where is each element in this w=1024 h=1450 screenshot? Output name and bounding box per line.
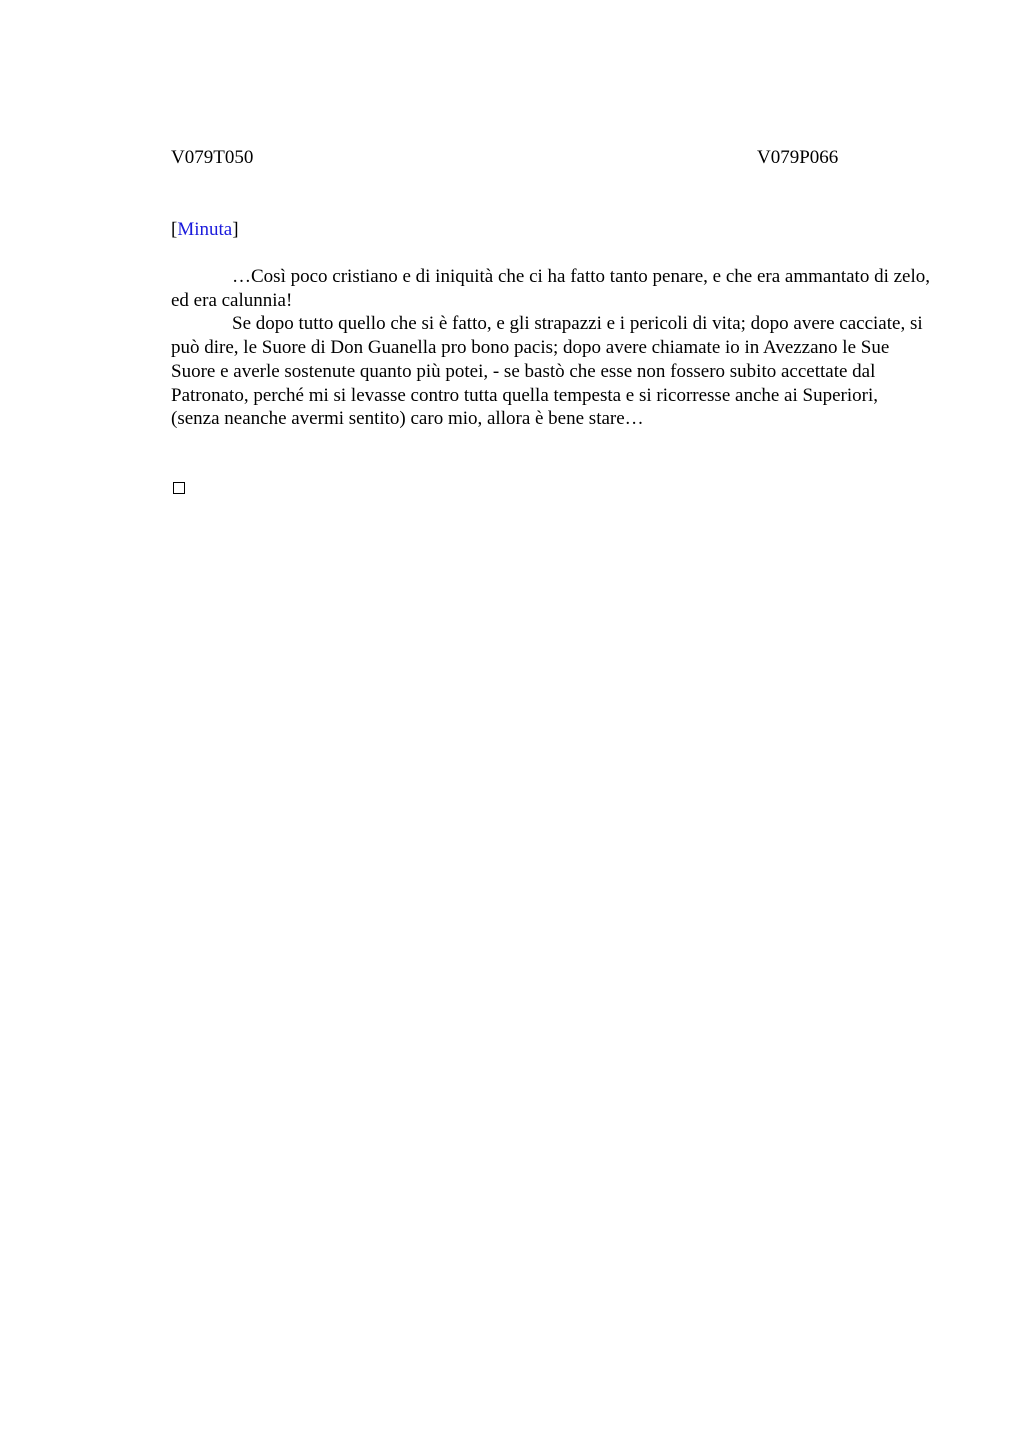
document-label [171,218,239,242]
document-code-left: V079T050 [171,147,254,168]
document-page [171,0,931,1450]
label-open-bracket: [ [171,219,178,240]
label-close-bracket: ] [232,219,239,240]
document-body [171,265,931,431]
empty-square-icon [173,482,185,494]
paragraph: …Così poco cristiano e di iniquità che ci ha fatto tanto penare, e che era ammantato di zelo, ed era calunnia! [171,266,930,311]
document-code-right: V079P066 [757,147,839,168]
minuta-link[interactable]: Minuta [177,219,233,240]
paragraph: Se dopo tutto quello che si è fatto, e gli strapazzi e i pericoli di vita; dopo avere cacciate, si può dire, le Suore di Don Guanella pro bono pacis; dopo avere chiamate io in Avezzano le Sue Suore e averle sostenute quanto più potei, - se bastò che esse non fossero subito accettate dal Patronato, perché mi si levasse contro tutta quella tempesta e si ricorresse anche ai Superiori, (senza neanche avermi sentito) caro mio, allora è bene stare… [171,313,923,430]
